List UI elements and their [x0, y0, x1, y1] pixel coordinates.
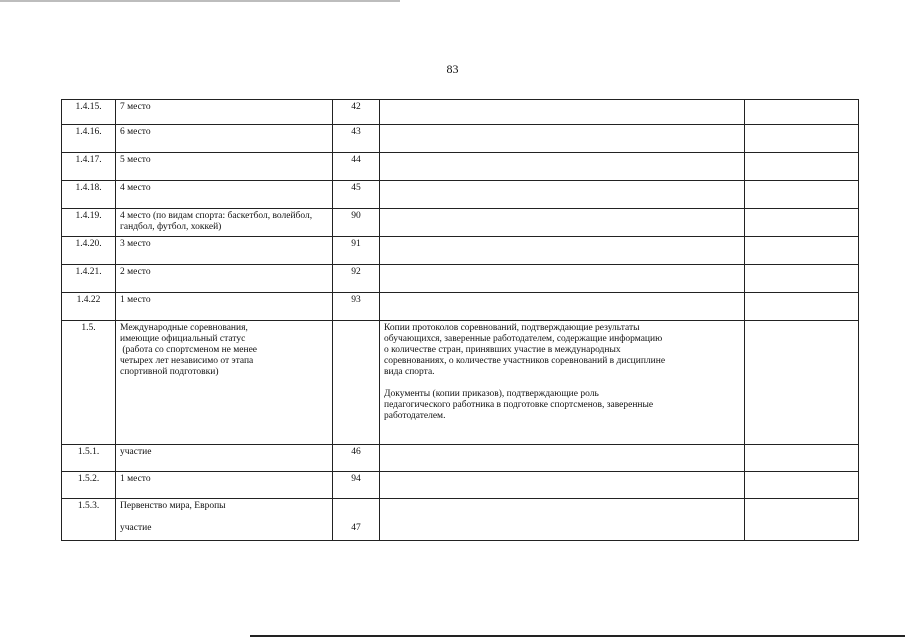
table-row	[62, 100, 859, 125]
row-name: 1 место	[116, 293, 333, 321]
row-score: 94	[333, 472, 380, 499]
row-score	[333, 499, 380, 541]
docs-line: обучающихся, заверенные работодателем, содержащие информацию	[384, 334, 663, 344]
row-number: 1.4.18.	[62, 181, 116, 209]
section-name-line: Международные соревнования,	[120, 323, 248, 333]
section-score	[333, 321, 380, 445]
row-number: 1.4.22	[62, 293, 116, 321]
section-note	[745, 321, 859, 445]
scan-edge-bottom	[250, 635, 905, 637]
row-note	[745, 181, 859, 209]
row-note	[745, 265, 859, 293]
row-number: 1.4.20.	[62, 237, 116, 265]
row-score: 45	[333, 181, 380, 209]
row-note	[745, 472, 859, 499]
row-note	[745, 499, 859, 541]
row-score: 43	[333, 125, 380, 153]
section-name-line: четырех лет независимо от этапа	[120, 356, 254, 366]
table-row	[62, 237, 859, 265]
docs-line: соревнованиях, о количестве участников соревнований в дисциплине	[384, 356, 666, 366]
row-name: 6 место	[116, 125, 333, 153]
row-docs	[380, 499, 745, 541]
row-score: 46	[333, 445, 380, 472]
row-name: 5 место	[116, 153, 333, 181]
row-docs	[380, 265, 745, 293]
section-name-line: (работа со спортсменом не менее	[120, 345, 258, 355]
row-name: 3 место	[116, 237, 333, 265]
section-docs	[380, 321, 745, 445]
row-number: 1.5.3.	[62, 499, 116, 541]
paragraph-gap	[337, 501, 375, 523]
table-row	[62, 265, 859, 293]
paragraph-gap	[384, 378, 740, 389]
row-number: 1.4.17.	[62, 153, 116, 181]
row-number: 1.4.16.	[62, 125, 116, 153]
row-number: 1.4.15.	[62, 100, 116, 125]
row-name	[116, 499, 333, 541]
section-name-line: имеющие официальный статус	[120, 334, 246, 344]
row-score: 92	[333, 265, 380, 293]
row-note	[745, 293, 859, 321]
docs-line: о количестве стран, принявших участие в международных	[384, 345, 621, 355]
row-number: 1.5.2.	[62, 472, 116, 499]
row-note	[745, 445, 859, 472]
row-name: 7 место	[116, 100, 333, 125]
row-score: 91	[333, 237, 380, 265]
row-score: 42	[333, 100, 380, 125]
row-note	[745, 237, 859, 265]
row-name: 1 место	[116, 472, 333, 499]
docs-line: работодателем.	[384, 411, 446, 421]
docs-line: Копии протоколов соревнований, подтверждающие результаты	[384, 323, 640, 333]
row-score-value: 47	[351, 523, 361, 533]
row-docs	[380, 445, 745, 472]
table-row	[62, 153, 859, 181]
table-row	[62, 499, 859, 541]
section-number: 1.5.	[62, 321, 116, 445]
row-docs	[380, 472, 745, 499]
row-name: 2 место	[116, 265, 333, 293]
docs-line: педагогического работника в подготовке спортсменов, заверенные	[384, 400, 654, 410]
row-score: 93	[333, 293, 380, 321]
row-number: 1.5.1.	[62, 445, 116, 472]
row-number: 1.4.21.	[62, 265, 116, 293]
row-docs	[380, 100, 745, 125]
row-docs	[380, 181, 745, 209]
row-docs	[380, 209, 745, 237]
table-row	[62, 181, 859, 209]
row-score: 44	[333, 153, 380, 181]
row-score: 90	[333, 209, 380, 237]
row-name: 4 место (по видам спорта: баскетбол, волейбол, гандбол, футбол, хоккей)	[116, 209, 333, 237]
row-subtitle: участие	[120, 523, 152, 533]
row-note	[745, 153, 859, 181]
section-name-line: спортивной подготовки)	[120, 367, 219, 377]
row-number: 1.4.19.	[62, 209, 116, 237]
paragraph-gap	[120, 512, 328, 523]
row-note	[745, 209, 859, 237]
scan-edge-top	[0, 0, 400, 2]
row-docs	[380, 293, 745, 321]
row-docs	[380, 153, 745, 181]
table-row	[62, 293, 859, 321]
row-title: Первенство мира, Европы	[120, 501, 226, 511]
docs-line: вида спорта.	[384, 367, 435, 377]
section-row	[62, 321, 859, 445]
page-number: 83	[446, 62, 459, 76]
row-name: участие	[116, 445, 333, 472]
table-row	[62, 125, 859, 153]
table-row	[62, 472, 859, 499]
row-docs	[380, 237, 745, 265]
row-note	[745, 125, 859, 153]
row-docs	[380, 125, 745, 153]
row-note	[745, 100, 859, 125]
criteria-table	[61, 99, 859, 541]
row-name: 4 место	[116, 181, 333, 209]
section-name	[116, 321, 333, 445]
table-row	[62, 445, 859, 472]
table-row	[62, 209, 859, 237]
docs-line: Документы (копии приказов), подтверждающие роль	[384, 389, 599, 399]
